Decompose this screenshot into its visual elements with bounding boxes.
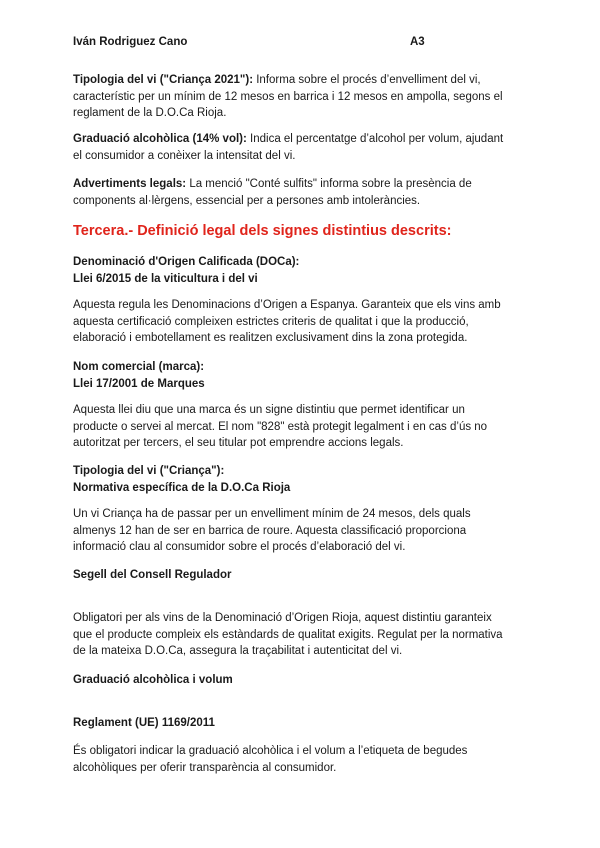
item-brand-body: Aquesta llei diu que una marca és un signe distintiu que permet identificar un producte o servei al mercat. El nom "828" està protegit legalment i en cas d’ús no autoritzat per tercers, el seu titular pot emprendre accions legals.	[73, 404, 488, 449]
item-crianca-body: Un vi Criança ha de passar per un envelliment mínim de 24 mesos, dels quals almenys 12 han de ser en barrica de roure. Aquesta classificació proporciona informació clau al consumidor sobre el procés d’elaboració del vi.	[73, 508, 471, 553]
item-title: Nom comercial (marca):	[73, 361, 205, 373]
item-subtitle: Llei 17/2001 de Marques	[73, 377, 205, 390]
item-seal-body: Obligatori per als vins de la Denominació d’Origen Rioja, aquest distintiu garanteix que el producte compleix els estàndards de qualitat exigits. Regulat per la normativa de la mateixa D.O.Ca, assegura la traçabilitat i autenticitat del vi.	[73, 612, 503, 657]
item-regulation	[73, 715, 533, 732]
item-subtitle: Normativa específica de la D.O.Ca Rioja	[73, 481, 291, 494]
item-doca-body: Aquesta regula les Denominacions d’Origen a Espanya. Garanteix que els vins amb aquesta certificació compleixen estrictes criteris de qualitat i que la producció, elaboració i embotellament es realitzen exclusivament dins la zona protegida.	[73, 299, 501, 344]
intro-label: Advertiments legals:	[73, 178, 187, 190]
intro-paragraph-alcohol: Graduació alcohòlica (14% vol): Indica el percentatge d’alcohol per volum, ajudant el consumidor a conèixer la intensitat del vi.	[73, 133, 504, 162]
intro-paragraph-legal-warnings: Advertiments legals: La menció "Conté sulfits" informa sobre la presència de components al·lèrgens, essencial per a persones amb intoleràncies.	[73, 178, 472, 207]
intro-paragraph-typology: Tipologia del vi ("Criança 2021"): Informa sobre el procés d’envelliment del vi, característic per un mínim de 12 mesos en barrica i 12 mesos en ampolla, segons el reglament de la D.O.Ca Rioja.	[73, 74, 503, 119]
item-title: Reglament (UE) 1169/2011	[73, 717, 215, 729]
intro-label: Tipologia del vi ("Criança 2021"):	[73, 74, 254, 86]
item-title: Denominació d'Origen Calificada (DOCa):	[73, 256, 300, 268]
author-name: Iván Rodriguez Cano	[73, 36, 188, 48]
item-title: Segell del Consell Regulador	[73, 569, 232, 581]
section-title: Tercera.- Definició legal dels signes distintius descrits:	[73, 223, 452, 239]
item-alcohol-volume	[73, 672, 533, 689]
item-title: Graduació alcohòlica i volum	[73, 674, 233, 686]
document-code: A3	[410, 36, 425, 48]
item-title: Tipologia del vi ("Criança"):	[73, 465, 225, 477]
intro-label: Graduació alcohòlica (14% vol):	[73, 133, 247, 145]
item-doca	[73, 254, 533, 287]
item-regulation-body: És obligatori indicar la graduació alcohòlica i el volum a l’etiqueta de begudes alcohòliques per oferir transparència al consumidor.	[73, 745, 468, 774]
item-brand	[73, 359, 533, 392]
item-crianca	[73, 463, 533, 496]
item-subtitle: Llei 6/2015 de la viticultura i del vi	[73, 272, 258, 285]
item-seal	[73, 567, 533, 584]
